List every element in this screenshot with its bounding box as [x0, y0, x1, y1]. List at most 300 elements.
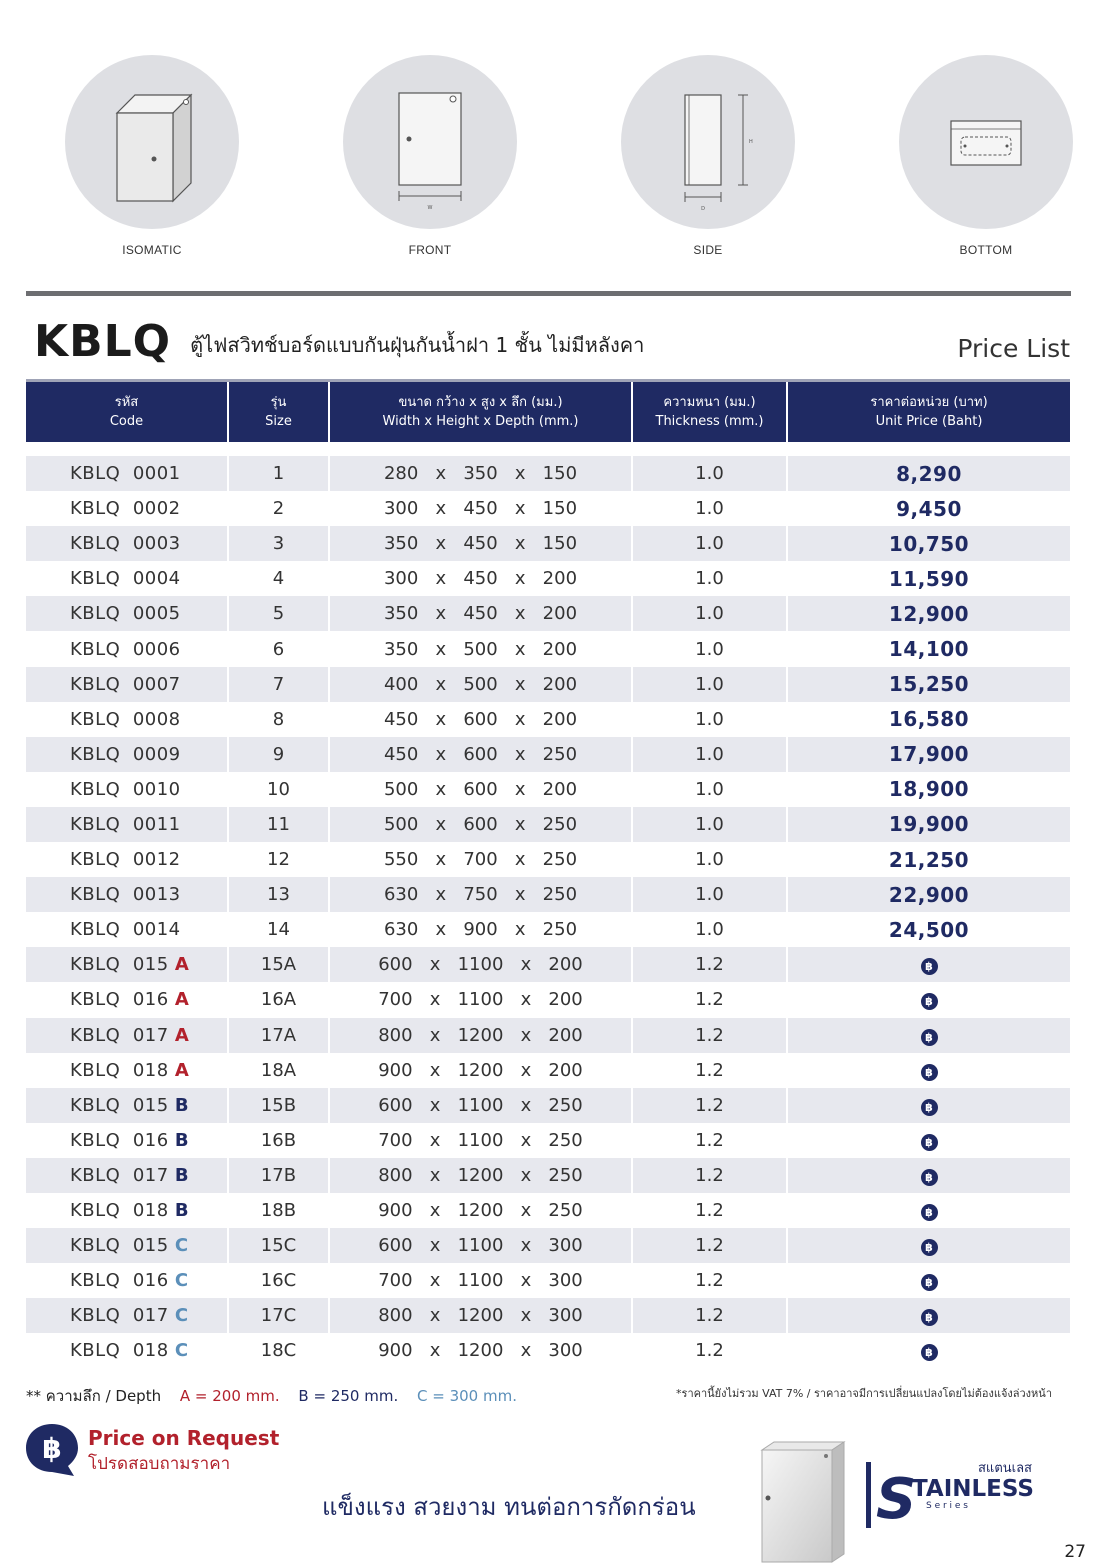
dimension-cell: [329, 631, 632, 666]
price-cell: [787, 1053, 1070, 1088]
code-prefix: KBLQ: [70, 1305, 121, 1327]
dimension-cell: [329, 1088, 632, 1123]
thickness-cell: 1.0: [632, 737, 787, 772]
width-value: 350: [383, 533, 419, 555]
x-separator: x: [514, 743, 526, 765]
depth-value: 300: [548, 1305, 583, 1327]
vat-note: *ราคานี้ยังไม่รวม VAT 7% / ราคาอาจมีการเปลี่ยนแปลงโดยไม่ต้องแจ้งล่วงหน้า: [676, 1387, 1052, 1400]
unit-price: 10,750: [888, 531, 970, 556]
thickness-cell: 1.0: [632, 702, 787, 737]
height-value: 750: [463, 884, 498, 906]
price-cell: [787, 947, 1070, 982]
code-cell: [26, 526, 228, 561]
stainless-enclosure-photo: [752, 1440, 848, 1564]
thickness-cell: 1.2: [632, 1123, 787, 1158]
height-value: 450: [463, 603, 498, 625]
size-cell: 11: [228, 807, 329, 842]
code-number: 0008: [132, 708, 181, 730]
x-separator: x: [514, 638, 526, 660]
dimension-cell: [329, 491, 632, 526]
baht-price-request-icon: ฿: [921, 993, 938, 1010]
code-number: 016: [132, 989, 169, 1011]
view-label: ISOMATIC: [122, 243, 182, 257]
unit-price: 8,290: [896, 461, 962, 486]
code-number: 0003: [132, 533, 181, 555]
thickness-cell: 1.0: [632, 491, 787, 526]
view-isometric: [64, 55, 240, 257]
size-cell: 18A: [228, 1053, 329, 1088]
x-separator: x: [520, 1129, 532, 1151]
x-separator: x: [435, 849, 447, 871]
depth-value: 250: [542, 884, 578, 906]
height-value: 1100: [457, 1094, 504, 1116]
thickness-cell: 1.2: [632, 1088, 787, 1123]
price-cell: [787, 596, 1070, 631]
price-cell: [787, 491, 1070, 526]
width-value: 800: [378, 1305, 413, 1327]
depth-value: 200: [548, 1059, 583, 1081]
page-number: 27: [1064, 1542, 1086, 1562]
code-suffix: A: [174, 1059, 190, 1081]
unit-price: 14,100: [888, 637, 970, 662]
baht-price-request-icon: ฿: [921, 1099, 938, 1116]
depth-value: 250: [542, 743, 578, 765]
table-row: [26, 1088, 1070, 1123]
x-separator: x: [520, 1340, 532, 1362]
thickness-cell: 1.2: [632, 1228, 787, 1263]
code-suffix: C: [174, 1270, 189, 1292]
price-cell: [787, 1158, 1070, 1193]
baht-price-request-icon: ฿: [921, 1239, 938, 1256]
table-row: [26, 772, 1070, 807]
x-separator: x: [429, 1129, 441, 1151]
price-cell: [787, 456, 1070, 491]
price-cell: [787, 982, 1070, 1017]
unit-price: 9,450: [896, 496, 962, 521]
size-cell: 16C: [228, 1263, 329, 1298]
thickness-cell: 1.0: [632, 526, 787, 561]
baht-price-request-icon: ฿: [921, 1204, 938, 1221]
table-row: [26, 631, 1070, 666]
height-value: 1100: [457, 954, 504, 976]
x-separator: x: [514, 603, 526, 625]
table-row: [26, 737, 1070, 772]
price-cell: [787, 526, 1070, 561]
price-cell: [787, 737, 1070, 772]
code-cell: [26, 1228, 228, 1263]
price-cell: [787, 807, 1070, 842]
depth-value: 200: [548, 954, 583, 976]
price-cell: [787, 702, 1070, 737]
code-cell: [26, 737, 228, 772]
code-cell: [26, 631, 228, 666]
code-cell: [26, 807, 228, 842]
x-separator: x: [514, 813, 526, 835]
unit-price: 18,900: [888, 777, 970, 802]
price-cell: [787, 1263, 1070, 1298]
thickness-cell: 1.2: [632, 1263, 787, 1298]
width-value: 400: [383, 673, 419, 695]
price-cell: [787, 877, 1070, 912]
code-cell: [26, 1333, 228, 1368]
width-value: 900: [378, 1200, 413, 1222]
thickness-cell: 1.0: [632, 772, 787, 807]
table-row: [26, 1193, 1070, 1228]
height-value: 600: [463, 743, 498, 765]
size-cell: 12: [228, 842, 329, 877]
slogan: แข็งแรง สวยงาม ทนต่อการกัดกร่อน: [322, 1493, 696, 1521]
code-number: 018: [132, 1340, 169, 1362]
code-number: 0013: [132, 884, 181, 906]
height-value: 1100: [457, 1129, 504, 1151]
width-value: 700: [378, 1270, 413, 1292]
width-value: 280: [383, 463, 419, 485]
code-prefix: KBLQ: [70, 1235, 121, 1257]
width-value: 800: [378, 1164, 413, 1186]
depth-value: 200: [542, 708, 578, 730]
section-divider: [26, 291, 1071, 296]
height-value: 600: [463, 708, 498, 730]
code-cell: [26, 1088, 228, 1123]
size-cell: 15B: [228, 1088, 329, 1123]
thickness-cell: 1.0: [632, 561, 787, 596]
size-cell: 4: [228, 561, 329, 596]
code-prefix: KBLQ: [70, 638, 121, 660]
dimension-cell: [329, 1333, 632, 1368]
view-label: SIDE: [693, 243, 723, 257]
x-separator: x: [520, 1024, 532, 1046]
size-cell: 17C: [228, 1298, 329, 1333]
table-row: [26, 667, 1070, 702]
baht-glyph: ฿: [42, 1432, 62, 1465]
depth-value: 250: [548, 1129, 583, 1151]
code-number: 018: [132, 1059, 169, 1081]
height-value: 500: [463, 673, 498, 695]
thickness-cell: 1.0: [632, 877, 787, 912]
code-number: 0007: [132, 673, 181, 695]
dimension-cell: [329, 1193, 632, 1228]
x-separator: x: [429, 1164, 441, 1186]
dimension-cell: [329, 877, 632, 912]
thickness-cell: 1.2: [632, 1053, 787, 1088]
table-header-row: [26, 381, 1070, 443]
code-cell: [26, 1298, 228, 1333]
x-separator: x: [514, 778, 526, 800]
table-row: [26, 1298, 1070, 1333]
code-cell: [26, 842, 228, 877]
width-value: 630: [383, 884, 419, 906]
dimension-cell: [329, 1018, 632, 1053]
height-value: 1200: [457, 1305, 504, 1327]
thickness-cell: 1.2: [632, 1193, 787, 1228]
x-separator: x: [435, 778, 447, 800]
stainless-series-logo: [862, 1458, 1052, 1534]
thickness-cell: 1.0: [632, 912, 787, 947]
price-table: [26, 379, 1070, 1368]
x-separator: x: [429, 1305, 441, 1327]
width-value: 450: [383, 708, 419, 730]
x-separator: x: [429, 1340, 441, 1362]
dimension-cell: [329, 561, 632, 596]
dimension-cell: [329, 1123, 632, 1158]
height-value: 450: [463, 568, 498, 590]
code-number: 0011: [132, 813, 181, 835]
depth-value: 250: [542, 813, 578, 835]
table-row: [26, 1158, 1070, 1193]
price-cell: [787, 1088, 1070, 1123]
width-value: 350: [383, 603, 419, 625]
dimension-cell: [329, 737, 632, 772]
code-number: 0009: [132, 743, 181, 765]
dimension-cell: [329, 772, 632, 807]
size-cell: 13: [228, 877, 329, 912]
price-request-badge-icon: [22, 1420, 82, 1478]
code-cell: [26, 772, 228, 807]
table-row: [26, 1053, 1070, 1088]
table-row: [26, 912, 1070, 947]
code-prefix: KBLQ: [70, 568, 121, 590]
depth-value: 300: [548, 1235, 583, 1257]
code-number: 016: [132, 1129, 169, 1151]
thickness-cell: 1.0: [632, 807, 787, 842]
code-number: 0010: [132, 778, 181, 800]
dimension-cell: [329, 807, 632, 842]
header-size: รุ่น Size: [228, 381, 329, 443]
logo-series: S e r i e s: [926, 1501, 968, 1511]
price-cell: [787, 1193, 1070, 1228]
code-number: 017: [132, 1164, 169, 1186]
depth-value: 250: [548, 1200, 583, 1222]
width-value: 600: [378, 1235, 413, 1257]
x-separator: x: [520, 1059, 532, 1081]
x-separator: x: [435, 919, 447, 941]
unit-price: 17,900: [888, 742, 970, 767]
x-separator: x: [514, 673, 526, 695]
unit-price: 19,900: [888, 812, 970, 837]
code-prefix: KBLQ: [70, 849, 121, 871]
code-prefix: KBLQ: [70, 498, 121, 520]
code-suffix: C: [174, 1305, 189, 1327]
table-row: [26, 702, 1070, 737]
size-cell: 18C: [228, 1333, 329, 1368]
unit-price: 11,590: [888, 566, 970, 591]
width-value: 500: [383, 813, 419, 835]
code-cell: [26, 561, 228, 596]
height-value: 1200: [457, 1340, 504, 1362]
size-cell: 7: [228, 667, 329, 702]
x-separator: x: [520, 989, 532, 1011]
code-prefix: KBLQ: [70, 463, 121, 485]
table-row: [26, 842, 1070, 877]
x-separator: x: [514, 533, 526, 555]
depth-value: 150: [542, 463, 578, 485]
height-mark: H: [749, 139, 753, 145]
view-label: BOTTOM: [959, 243, 1013, 257]
model-name: KBLQ: [34, 316, 172, 367]
height-value: 1200: [457, 1200, 504, 1222]
code-cell: [26, 877, 228, 912]
code-cell: [26, 982, 228, 1017]
code-cell: [26, 667, 228, 702]
code-suffix: B: [174, 1129, 190, 1151]
code-cell: [26, 491, 228, 526]
price-cell: [787, 561, 1070, 596]
logo-s: S: [876, 1467, 917, 1532]
width-mark: W: [427, 205, 433, 211]
x-separator: x: [435, 884, 447, 906]
code-prefix: KBLQ: [70, 1094, 121, 1116]
code-prefix: KBLQ: [70, 989, 121, 1011]
table-row: [26, 1228, 1070, 1263]
size-cell: 1: [228, 456, 329, 491]
x-separator: x: [435, 498, 447, 520]
height-value: 700: [463, 849, 498, 871]
x-separator: x: [435, 708, 447, 730]
width-value: 350: [383, 638, 419, 660]
table-row: [26, 1263, 1070, 1298]
unit-price: 16,580: [888, 707, 970, 732]
x-separator: x: [514, 568, 526, 590]
bottom-view-enclosure-icon: [899, 55, 1073, 229]
x-separator: x: [520, 1200, 532, 1222]
view-front: [342, 55, 518, 257]
x-separator: x: [429, 989, 441, 1011]
price-cell: [787, 1018, 1070, 1053]
depth-a: A = 200 mm.: [179, 1387, 280, 1405]
width-value: 800: [378, 1024, 413, 1046]
code-suffix: A: [174, 954, 190, 976]
code-prefix: KBLQ: [70, 603, 121, 625]
code-number: 017: [132, 1024, 169, 1046]
code-number: 0002: [132, 498, 181, 520]
height-value: 450: [463, 498, 498, 520]
width-value: 500: [383, 778, 419, 800]
thickness-cell: 1.2: [632, 1018, 787, 1053]
depth-value: 250: [542, 919, 578, 941]
x-separator: x: [520, 1235, 532, 1257]
depth-c: C = 300 mm.: [417, 1387, 517, 1405]
dimension-cell: [329, 1228, 632, 1263]
table-row: [26, 877, 1070, 912]
x-separator: x: [429, 1094, 441, 1116]
dimension-cell: [329, 1158, 632, 1193]
x-separator: x: [520, 1270, 532, 1292]
height-value: 600: [463, 813, 498, 835]
code-prefix: KBLQ: [70, 813, 121, 835]
side-view-enclosure-icon: [621, 55, 795, 229]
code-cell: [26, 702, 228, 737]
thickness-cell: 1.2: [632, 947, 787, 982]
baht-price-request-icon: ฿: [921, 1309, 938, 1326]
width-value: 700: [378, 989, 413, 1011]
x-separator: x: [514, 884, 526, 906]
code-number: 0012: [132, 849, 181, 871]
price-on-request-en: Price on Request: [88, 1426, 280, 1450]
code-cell: [26, 947, 228, 982]
technical-views: [0, 0, 1100, 270]
dimension-cell: [329, 526, 632, 561]
thickness-cell: 1.2: [632, 982, 787, 1017]
code-suffix: A: [174, 1024, 190, 1046]
size-cell: 17B: [228, 1158, 329, 1193]
baht-price-request-icon: ฿: [921, 1029, 938, 1046]
price-cell: [787, 631, 1070, 666]
code-prefix: KBLQ: [70, 743, 121, 765]
width-value: 600: [378, 954, 413, 976]
front-view-enclosure-icon: [343, 55, 517, 229]
price-cell: [787, 1228, 1070, 1263]
depth-label: ** ความลึก / Depth: [26, 1387, 162, 1405]
price-cell: [787, 912, 1070, 947]
dimension-cell: [329, 1053, 632, 1088]
price-list-heading: Price List: [957, 334, 1070, 363]
width-value: 630: [383, 919, 419, 941]
code-cell: [26, 596, 228, 631]
code-prefix: KBLQ: [70, 673, 121, 695]
depth-value: 250: [548, 1094, 583, 1116]
depth-value: 200: [542, 673, 578, 695]
thickness-cell: 1.2: [632, 1333, 787, 1368]
height-value: 1200: [457, 1024, 504, 1046]
unit-price: 24,500: [888, 917, 970, 942]
code-number: 016: [132, 1270, 169, 1292]
header-thickness: ความหนา (มม.) Thickness (mm.): [632, 381, 787, 443]
unit-price: 12,900: [888, 601, 970, 626]
code-number: 015: [132, 1235, 169, 1257]
x-separator: x: [429, 1235, 441, 1257]
thickness-cell: 1.2: [632, 1158, 787, 1193]
table-row: [26, 1018, 1070, 1053]
price-cell: [787, 1333, 1070, 1368]
x-separator: x: [435, 743, 447, 765]
x-separator: x: [514, 919, 526, 941]
x-separator: x: [514, 708, 526, 730]
code-prefix: KBLQ: [70, 708, 121, 730]
unit-price: 22,900: [888, 882, 970, 907]
header-spacer: [26, 442, 1070, 456]
code-prefix: KBLQ: [70, 1129, 121, 1151]
price-cell: [787, 842, 1070, 877]
x-separator: x: [435, 813, 447, 835]
baht-price-request-icon: ฿: [921, 958, 938, 975]
width-value: 900: [378, 1059, 413, 1081]
code-number: 0001: [132, 463, 181, 485]
price-cell: [787, 1123, 1070, 1158]
code-cell: [26, 1158, 228, 1193]
height-value: 1100: [457, 989, 504, 1011]
dimension-cell: [329, 912, 632, 947]
size-cell: 16B: [228, 1123, 329, 1158]
x-separator: x: [435, 603, 447, 625]
code-suffix: C: [174, 1340, 189, 1362]
height-value: 600: [463, 778, 498, 800]
height-value: 1100: [457, 1270, 504, 1292]
dimension-cell: [329, 667, 632, 702]
table-row: [26, 947, 1070, 982]
x-separator: x: [435, 568, 447, 590]
baht-price-request-icon: ฿: [921, 1344, 938, 1361]
depth-value: 250: [548, 1164, 583, 1186]
table-row: [26, 1123, 1070, 1158]
thickness-cell: 1.0: [632, 842, 787, 877]
code-prefix: KBLQ: [70, 1164, 121, 1186]
table-row: [26, 807, 1070, 842]
code-cell: [26, 1193, 228, 1228]
size-cell: 8: [228, 702, 329, 737]
code-suffix: B: [174, 1164, 190, 1186]
header-code: รหัส Code: [26, 381, 228, 443]
height-value: 1200: [457, 1059, 504, 1081]
